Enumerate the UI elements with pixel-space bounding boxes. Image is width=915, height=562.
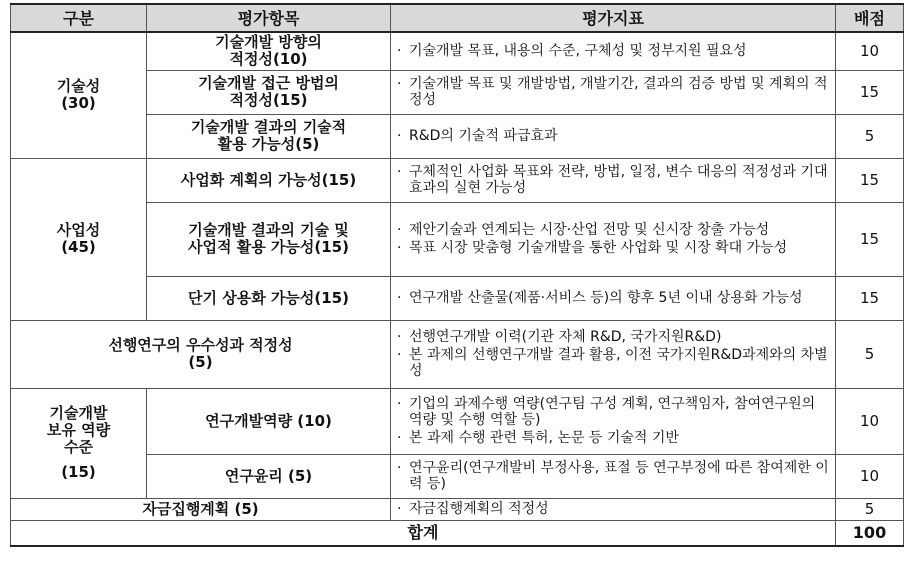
indicator-cell: · 기술개발 목표 및 개발방법, 개발기간, 결과의 검증 방법 및 계획의 적정성 xyxy=(391,70,836,114)
indicator-cell: · R&D의 기술적 파급효과 xyxy=(391,114,836,158)
item-cell: 사업화 계획의 가능성(15) xyxy=(147,158,391,202)
total-row xyxy=(11,520,904,546)
indicator-cell: · 제안기술과 연계되는 시장·산업 전망 및 신시장 창출 가능성 · 목표 시장 맞춤형 기술개발을 통한 사업화 및 시장 확대 가능성 xyxy=(391,202,836,276)
score-cell: 5 xyxy=(836,498,904,520)
score-cell: 15 xyxy=(836,202,904,276)
item-cell: 연구윤리 (5) xyxy=(147,454,391,498)
indicator-cell: · 연구개발 산출물(제품·서비스 등)의 향후 5년 이내 상용화 가능성 xyxy=(391,276,836,320)
score-cell: 10 xyxy=(836,454,904,498)
score-cell: 5 xyxy=(836,320,904,388)
item-cell: 단기 상용화 가능성(15) xyxy=(147,276,391,320)
indicator-cell: · 선행연구개발 이력(기관 자체 R&D, 국가지원R&D) · 본 과제의 선행연구개발 결과 활용, 이전 국가지원R&D과제와의 차별성 xyxy=(391,320,836,388)
indicator-cell: · 자금집행계획의 적정성 xyxy=(391,498,836,520)
score-cell: 15 xyxy=(836,158,904,202)
indicator-cell: · 기술개발 목표, 내용의 수준, 구체성 및 정부지원 필요성 xyxy=(391,32,836,70)
category-business: 사업성 (45) xyxy=(11,158,147,320)
category-prior-research: 선행연구의 우수성과 적정성 (5) xyxy=(11,320,391,388)
score-cell: 5 xyxy=(836,114,904,158)
item-cell: 기술개발 결과의 기술 및 사업적 활용 가능성(15) xyxy=(147,202,391,276)
category-fund-plan: 자금집행계획 (5) xyxy=(11,498,391,520)
table-row xyxy=(11,388,904,454)
indicator-cell: · 기업의 과제수행 역량(연구팀 구성 계획, 연구책임자, 참여연구원의 역량 및 수행 역할 등) · 본 과제 수행 관련 특허, 논문 등 기술적 기반 xyxy=(391,388,836,454)
score-cell: 15 xyxy=(836,276,904,320)
table-row xyxy=(11,158,904,202)
score-cell: 15 xyxy=(836,70,904,114)
header-score: 배점 xyxy=(836,4,904,32)
item-cell: 연구개발역량 (10) xyxy=(147,388,391,454)
category-technology: 기술성 (30) xyxy=(11,32,147,158)
item-cell: 기술개발 방향의 적정성(10) xyxy=(147,32,391,70)
header-item: 평가항목 xyxy=(147,4,391,32)
indicator-cell: · 연구윤리(연구개발비 부정사용, 표절 등 연구부정에 따른 참여제한 이력 등) xyxy=(391,454,836,498)
header-category: 구분 xyxy=(11,4,147,32)
table-row xyxy=(11,320,904,388)
category-capability: 기술개발 보유 역량 수준 (15) xyxy=(11,388,147,498)
evaluation-table xyxy=(10,3,904,547)
total-label: 합계 xyxy=(11,520,836,546)
item-cell: 기술개발 접근 방법의 적정성(15) xyxy=(147,70,391,114)
table-header-row xyxy=(11,4,904,32)
indicator-cell: · 구체적인 사업화 목표와 전략, 방법, 일정, 변수 대응의 적정성과 기대 효과의 실현 가능성 xyxy=(391,158,836,202)
table-row xyxy=(11,498,904,520)
header-indicator: 평가지표 xyxy=(391,4,836,32)
score-cell: 10 xyxy=(836,388,904,454)
item-cell: 기술개발 결과의 기술적 활용 가능성(5) xyxy=(147,114,391,158)
table-row xyxy=(11,32,904,70)
score-cell: 10 xyxy=(836,32,904,70)
total-score: 100 xyxy=(836,520,904,546)
